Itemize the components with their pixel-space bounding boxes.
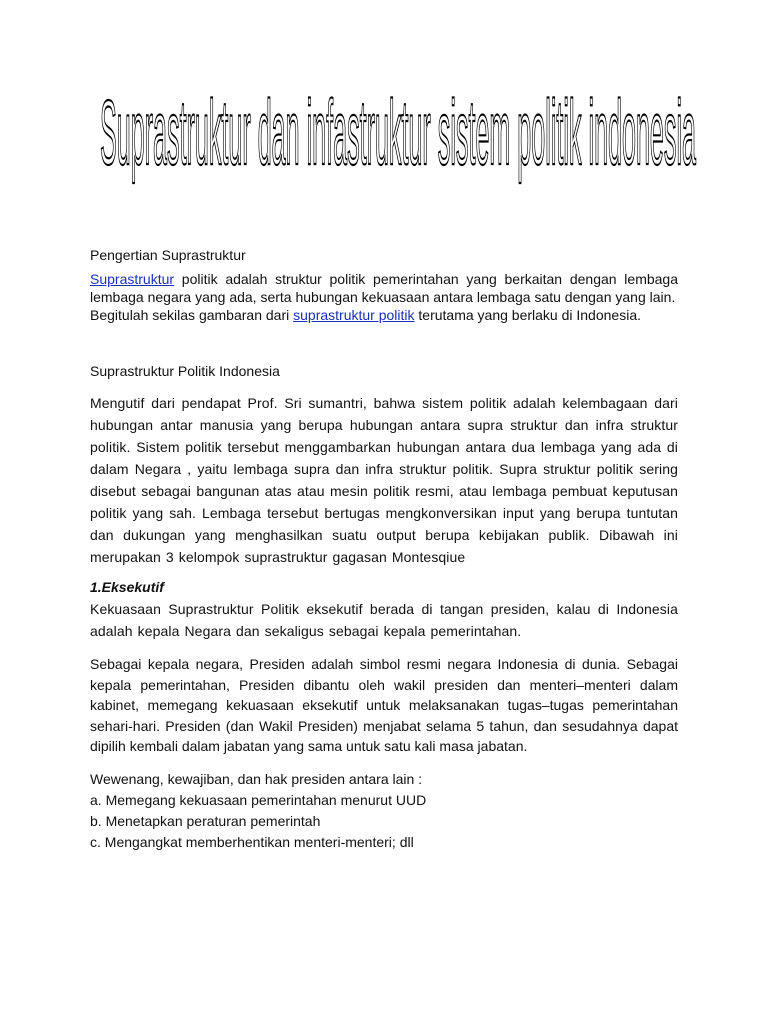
section-heading-pengertian: Pengertian Suprastruktur	[90, 247, 246, 263]
paragraph-eksekutif-2: Sebagai kepala negara, Presiden adalah simbol resmi negara Indonesia di dunia. Sebagai kepala pemerintahan, Presiden dibantu oleh wakil presiden dan menteri–menteri dalam kabinet, memegang kekuasaan eksekutif untuk melaksanakan tugas–tugas pemerintahan sehari-hari. Presiden (dan Wakil Presiden) menjabat selama 5 tahun, dan sesudahnya dapat dipilih kembali dalam jabatan yang sama untuk satu kali masa jabatan.	[90, 656, 678, 754]
section-heading-indonesia: Suprastruktur Politik Indonesia	[90, 363, 280, 379]
paragraph-summary-end: terutama yang berlaku di Indonesia.	[414, 307, 641, 323]
paragraph-eksekutif-1: Kekuasaan Suprastruktur Politik eksekutif berada di tangan presiden, kalau di Indonesia adalah kepala Negara dan sekaligus sebagai kepala pemerintahan.	[90, 601, 678, 639]
paragraph-summary	[90, 306, 678, 324]
list-item-b: b. Menetapkan peraturan pemerintah	[90, 812, 321, 829]
list-intro: Wewenang, kewajiban, dan hak presiden antara lain :	[90, 770, 423, 787]
list-item-c: c. Mengangkat memberhentikan menteri-menteri; dll	[90, 833, 414, 850]
subheading-eksekutif: 1.Eksekutif	[90, 579, 164, 595]
paragraph-sumantri: Mengutif dari pendapat Prof. Sri sumantri, bahwa sistem politik adalah kelembagaan dari hubungan antar manusia yang berupa hubungan antara supra struktur dan infra struktur politik. Sistem politik tersebut menggambarkan hubungan antara dua lembaga yang ada di dalam Negara , yaitu lembaga supra dan infra struktur politik. Supra struktur politik sering disebut sebagai bangunan atas atau mesin politik resmi, atau lembaga pembuat keputusan politik yang sah. Lembaga tersebut bertugas mengkonversikan input yang berupa tuntutan dan dukungan yang menghasilkan suatu output berupa kebijakan publik. Dibawah ini merupakan 3 kelompok suprastruktur gagasan Montesqiue	[90, 395, 678, 565]
wordart-title-text: Suprastruktur dan infastruktur sistem politik indonesia	[100, 82, 697, 184]
list-item-a: a. Memegang kekuasaan pemerintahan menurut UUD	[90, 791, 427, 808]
paragraph-summary-start: Begitulah sekilas gambaran dari	[90, 307, 294, 323]
paragraph-definition	[90, 270, 678, 306]
link-suprastruktur[interactable]: Suprastruktur	[90, 271, 175, 287]
wordart-title	[96, 80, 700, 188]
document-body	[90, 246, 678, 853]
paragraph-definition-text: politik adalah struktur politik pemerintahan yang berkaitan dengan lembaga lembaga negara yang ada, serta hubungan kekuasaan antara lembaga satu dengan yang lain.	[90, 271, 678, 305]
link-suprastruktur-politik[interactable]: suprastruktur politik	[293, 307, 415, 323]
